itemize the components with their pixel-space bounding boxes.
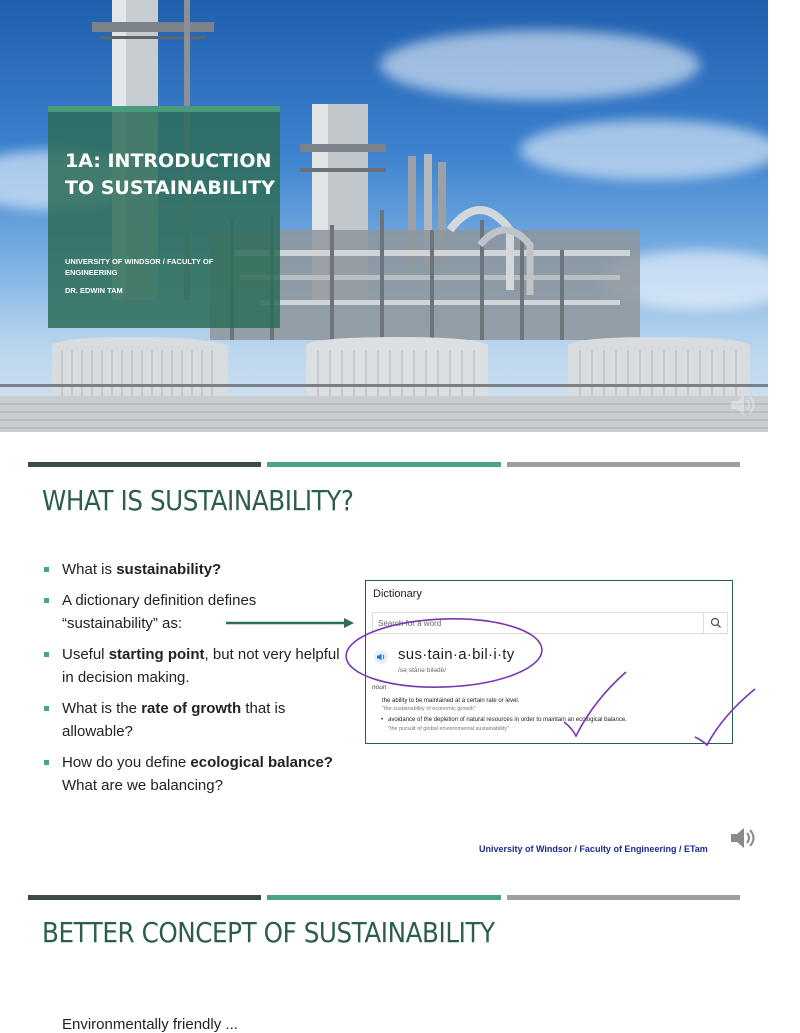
- dictionary-title: Dictionary: [373, 588, 422, 600]
- bar-gray: [507, 895, 740, 900]
- bullet-item: [42, 697, 342, 743]
- search-icon: [704, 613, 728, 633]
- concept-slide: [0, 864, 768, 1033]
- bullet-text: What is the: [62, 700, 142, 717]
- dictionary-word: sus·tain·a·bil·i·ty: [398, 646, 515, 663]
- speaker-icon[interactable]: [728, 824, 756, 852]
- bullet-text: How do you define: [62, 754, 191, 771]
- slide-title: 1A: INTRODUCTION TO SUSTAINABILITY: [65, 150, 275, 199]
- slide-heading: WHAT IS SUSTAINABILITY?: [42, 484, 354, 517]
- title-slide: [0, 0, 768, 432]
- bullet-text: What are we balancing?: [62, 777, 223, 794]
- bullet-item: [42, 589, 342, 635]
- dictionary-example: "the pursuit of global environmental sustainability": [388, 726, 509, 732]
- bullet-text: that is allowable?: [62, 700, 286, 740]
- slide-author: DR. EDWIN TAM: [65, 286, 123, 295]
- bullet-text: , but not very helpful in decision making.: [62, 646, 340, 686]
- bullet-item: [42, 558, 342, 581]
- bullet-list: [42, 558, 342, 805]
- speaker-icon[interactable]: [728, 392, 756, 418]
- bullet-bold: sustainability?: [116, 561, 222, 578]
- arrow-right-icon: [226, 618, 354, 628]
- header-color-bars: [28, 895, 740, 900]
- dictionary-definition: the ability to be maintained at a certain rate or level.: [382, 698, 520, 704]
- bullet-text: What is: [62, 561, 117, 578]
- dictionary-search-input[interactable]: [373, 613, 701, 633]
- bullet-text: Useful: [62, 646, 109, 663]
- dictionary-search-button[interactable]: [703, 613, 727, 633]
- header-color-bars: [28, 462, 740, 467]
- title-box: [48, 106, 280, 328]
- slide-heading: BETTER CONCEPT OF SUSTAINABILITY: [42, 916, 495, 949]
- bullet-bold: ecological balance?: [190, 754, 333, 771]
- dictionary-definition: • avoidance of the depletion of natural resources in order to maintain an ecological balance.: [388, 717, 627, 723]
- bullet-bold: starting point: [108, 646, 205, 663]
- bar-green: [267, 462, 500, 467]
- bullet-text-partial: Environmentally friendly ...: [62, 1016, 238, 1033]
- bullet-item: [42, 751, 342, 797]
- slide-footer: University of Windsor / Faculty of Engineering / ETam: [479, 844, 708, 854]
- bullet-bold: rate of growth: [141, 700, 242, 717]
- bar-gray: [507, 462, 740, 467]
- bullet-item: [42, 643, 342, 689]
- definition-slide: [0, 432, 768, 864]
- bar-green: [267, 895, 500, 900]
- dictionary-panel: [365, 580, 733, 744]
- dictionary-search: [372, 612, 728, 634]
- audio-icon[interactable]: [374, 650, 388, 664]
- bullet-text: A dictionary definition defines “sustainability” as:: [62, 592, 257, 632]
- slide-subtitle: UNIVERSITY OF WINDSOR / FACULTY OF ENGINEERING: [65, 257, 214, 277]
- bar-dark: [28, 462, 261, 467]
- bar-dark: [28, 895, 261, 900]
- dictionary-part-of-speech: noun: [372, 684, 387, 691]
- title-box-accent-line: [48, 106, 280, 112]
- dictionary-phonetic: /səˌstānəˈbilədē/: [398, 667, 447, 674]
- dictionary-example: "the sustainability of economic growth": [382, 706, 476, 712]
